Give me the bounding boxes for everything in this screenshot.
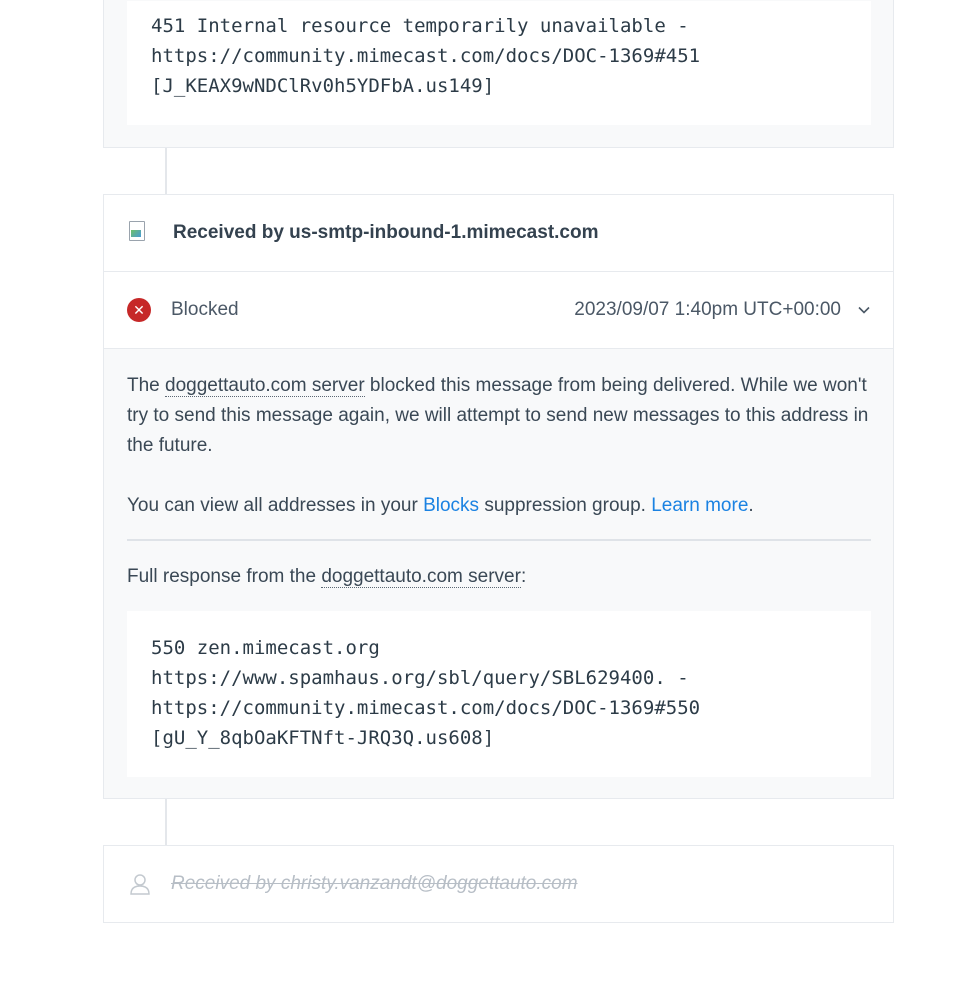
event-details	[104, 349, 893, 592]
status-timestamp: 2023/09/07 1:40pm UTC+00:00	[574, 299, 841, 320]
event-title: Received by us-smtp-inbound-1.mimecast.com	[173, 222, 599, 243]
full-response-code: 550 zen.mimecast.org https://www.spamhaus.org/sbl/query/SBL629400. - https://community.mimecast.com/docs/DOC-1369#550 [gU_Y_8qbOaKFTNft-JRQ3Q.us608]	[127, 611, 871, 777]
top-event-card	[103, 0, 894, 148]
blocked-x-icon: ✕	[127, 298, 151, 322]
event-header	[104, 195, 893, 272]
suppression-note: You can view all addresses in your Blocks suppression group. Learn more.	[127, 495, 754, 516]
learn-more-link[interactable]: Learn more	[651, 495, 749, 516]
server-tooltip-2[interactable]: doggettauto.com server	[321, 566, 521, 587]
full-response-label: Full response from the doggettauto.com server:	[127, 566, 527, 587]
top-response-code: 451 Internal resource temporarily unavailable - https://community.mimecast.com/docs/DOC-1369#451 [J_KEAX9wNDClRv0h5YDFbA.us149]	[127, 1, 871, 125]
divider	[127, 539, 871, 541]
timeline-connector	[165, 148, 167, 194]
received-event-card	[103, 194, 894, 799]
final-event-title: Received by christy.vanzandt@doggettauto.com	[171, 873, 578, 894]
timeline-connector-2	[165, 799, 167, 845]
blocks-link[interactable]: Blocks	[423, 495, 480, 516]
status-row[interactable]	[104, 272, 893, 349]
server-tooltip[interactable]: doggettauto.com server	[165, 375, 365, 396]
final-event-card	[103, 845, 894, 923]
person-icon	[127, 871, 153, 897]
blocked-description: The doggettauto.com server blocked this message from being delivered. While we won't try to send this message again, we will attempt to send new messages to this address in the future.	[127, 375, 869, 456]
broken-image-icon	[127, 221, 151, 245]
chevron-down-icon[interactable]	[857, 303, 871, 317]
status-label: Blocked	[171, 299, 239, 320]
